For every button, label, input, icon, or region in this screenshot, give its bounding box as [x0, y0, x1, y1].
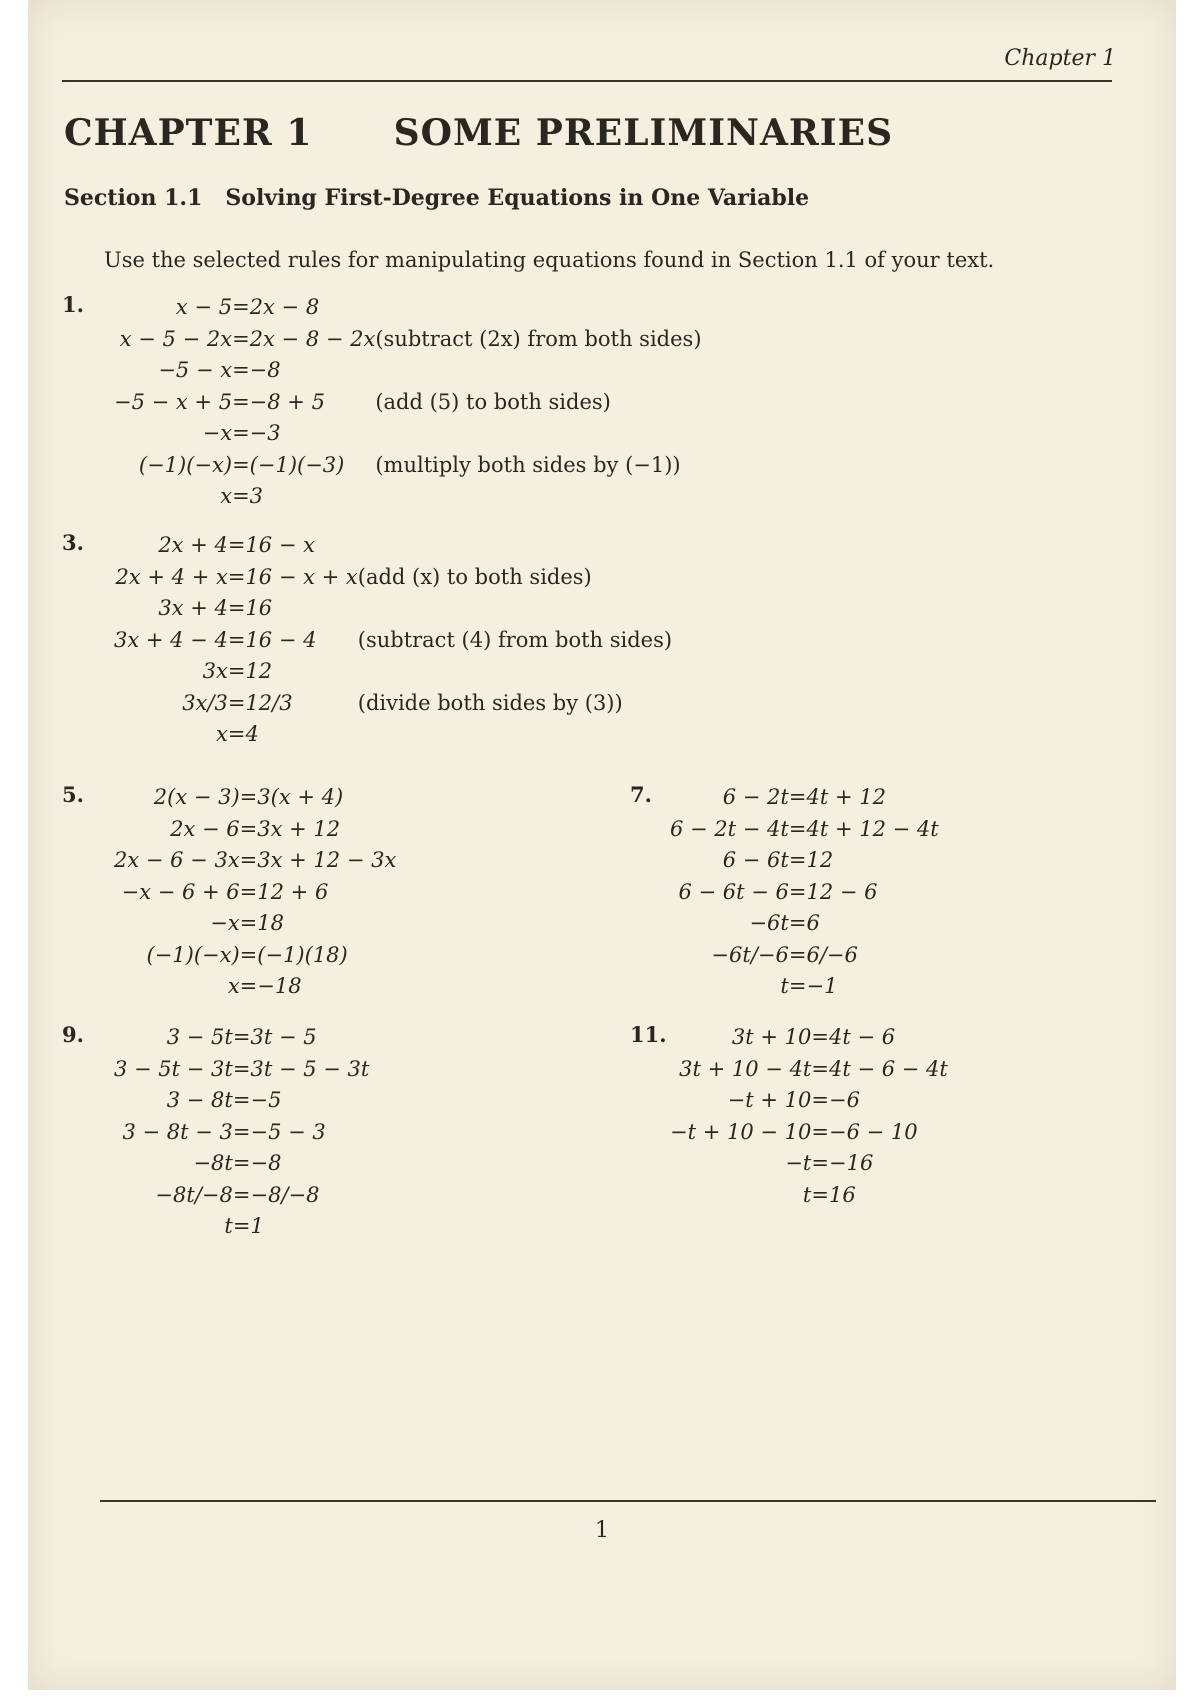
equation-step — [114, 1117, 369, 1149]
equation-rhs: 2x − 8 — [249, 295, 320, 319]
equals-sign: = — [232, 1119, 251, 1144]
equation-step — [114, 450, 702, 482]
equation-rhs: 6 — [806, 911, 820, 935]
equation-steps — [114, 1022, 369, 1243]
equation-step — [670, 1054, 948, 1086]
equals-sign: = — [239, 974, 258, 998]
step-annotation: (subtract (2x) from both sides) — [375, 326, 702, 351]
equals-sign: = — [232, 1151, 251, 1175]
problem-number: 11. — [630, 1022, 667, 1047]
equation-lhs: 6 − 6t — [722, 848, 789, 872]
equation-lhs: 6 − 2t — [722, 785, 789, 809]
equation-step — [114, 940, 396, 972]
equation-steps — [114, 530, 672, 751]
equals-sign: = — [232, 1088, 251, 1112]
equation-step — [114, 530, 672, 562]
equals-sign: = — [811, 1088, 829, 1112]
equation-steps — [114, 782, 396, 1003]
equation-rhs: −16 — [828, 1151, 874, 1175]
equation-lhs: −t + 10 — [727, 1088, 812, 1112]
equation-lhs: 3 − 8t − 3 — [122, 1119, 233, 1144]
equation-rhs: −1 — [806, 974, 838, 998]
equation-rhs: −5 − 3 — [250, 1119, 326, 1144]
equation-rhs: 3x + 12 − 3x — [257, 848, 397, 872]
equation-lhs: 3x/3 — [182, 690, 228, 715]
equation-step — [670, 908, 939, 940]
equation-lhs: 2x + 4 + x — [115, 564, 228, 589]
equation-step — [670, 940, 939, 972]
equation-lhs: −8t/−8 — [155, 1182, 233, 1207]
equation-rhs: 4t + 12 − 4t — [806, 816, 939, 841]
equation-lhs: t — [780, 974, 789, 998]
equation-rhs: 12 — [806, 848, 834, 872]
equation-step — [114, 908, 396, 940]
equation-lhs: 3t + 10 − 4t — [679, 1056, 812, 1081]
equals-sign: = — [811, 1151, 829, 1175]
equation-lhs: x − 5 — [175, 295, 233, 319]
equation-lhs: 2x + 4 — [158, 533, 228, 557]
equation-rhs: −18 — [257, 974, 302, 998]
equation-rhs: 12 + 6 — [257, 879, 329, 904]
equation-lhs: 2(x − 3) — [153, 785, 240, 809]
equation-lhs: −6t/−6 — [711, 942, 789, 967]
equals-sign: = — [227, 690, 246, 715]
equals-sign: = — [239, 816, 258, 841]
equation-step — [114, 971, 396, 1003]
equation-rhs: 3 — [249, 484, 264, 508]
equals-sign: = — [232, 1056, 251, 1081]
equation-lhs: −5 − x — [158, 358, 233, 382]
equation-step — [114, 688, 672, 720]
equation-steps — [114, 292, 702, 513]
equation-lhs: 2x − 6 − 3x — [114, 848, 240, 872]
equals-sign: = — [239, 785, 258, 809]
equation-lhs: x — [220, 484, 233, 508]
equation-step — [114, 1022, 369, 1054]
equation-step — [114, 877, 396, 909]
equation-rhs: −5 — [250, 1088, 282, 1112]
equation-lhs: −5 − x + 5 — [114, 389, 233, 414]
equation-step — [114, 625, 672, 657]
equals-sign: = — [788, 911, 807, 935]
equals-sign: = — [227, 533, 246, 557]
equation-rhs: 18 — [257, 911, 285, 935]
equation-rhs: 2x − 8 − 2x — [249, 326, 376, 351]
equation-rhs: −3 — [249, 421, 281, 445]
equation-lhs: −x − 6 + 6 — [121, 879, 240, 904]
equation-step — [114, 656, 672, 688]
problem-number: 3. — [62, 530, 84, 555]
equation-rhs: 4t − 6 — [828, 1025, 896, 1049]
equation-lhs: −t + 10 − 10 — [670, 1119, 812, 1144]
header-rule — [62, 80, 1112, 82]
equation-rhs: −6 − 10 — [828, 1119, 918, 1144]
equals-sign: = — [232, 295, 250, 319]
equation-step — [114, 782, 396, 814]
equals-sign: = — [811, 1119, 829, 1144]
equation-lhs: 3x — [202, 659, 228, 683]
equation-step — [114, 814, 396, 846]
equals-sign: = — [811, 1025, 829, 1049]
problem-number: 1. — [62, 292, 84, 317]
problem-number: 9. — [62, 1022, 84, 1047]
equals-sign: = — [788, 879, 807, 904]
equals-sign: = — [227, 564, 246, 589]
equals-sign: = — [232, 484, 250, 508]
equation-step — [114, 1085, 369, 1117]
equation-step — [114, 719, 672, 751]
equation-rhs: 16 − x + x — [245, 564, 358, 589]
equation-rhs: 12 − 6 — [806, 879, 878, 904]
equals-sign: = — [232, 421, 250, 445]
equals-sign: = — [232, 1214, 251, 1238]
step-annotation: (add (5) to both sides) — [375, 389, 611, 414]
equation-lhs: −t — [785, 1151, 812, 1175]
equals-sign: = — [239, 942, 258, 967]
step-annotation: (add (x) to both sides) — [357, 564, 592, 589]
equation-lhs: (−1)(−x) — [138, 452, 233, 477]
equals-sign: = — [232, 326, 250, 351]
equals-sign: = — [239, 911, 258, 935]
equation-step — [670, 845, 939, 877]
equation-rhs: 1 — [250, 1214, 264, 1238]
equation-rhs: 4t + 12 — [806, 785, 886, 809]
equation-step — [670, 1085, 948, 1117]
equation-lhs: (−1)(−x) — [146, 942, 240, 967]
equation-step — [114, 355, 702, 387]
equation-step — [670, 1117, 948, 1149]
equation-lhs: t — [802, 1182, 812, 1207]
equation-step — [670, 1148, 948, 1180]
equals-sign: = — [227, 659, 246, 683]
equation-step — [114, 387, 702, 419]
equation-rhs: −6 — [828, 1088, 860, 1112]
equation-lhs: x — [227, 974, 240, 998]
step-annotation: (multiply both sides by (−1)) — [375, 452, 681, 477]
equation-lhs: x − 5 − 2x — [119, 326, 233, 351]
chapter-title: CHAPTER 1 SOME PRELIMINARIES — [64, 112, 894, 154]
equation-rhs: 16 — [828, 1182, 856, 1207]
equation-rhs: (−1)(18) — [257, 942, 348, 967]
section-title: Section 1.1 Solving First-Degree Equations in One Variable — [64, 185, 810, 211]
page-number: 1 — [595, 1518, 609, 1543]
equation-rhs: 4 — [245, 722, 259, 746]
equation-rhs: −8 + 5 — [249, 389, 325, 414]
equation-steps — [670, 782, 939, 1003]
equals-sign: = — [232, 1182, 251, 1207]
equals-sign: = — [788, 974, 807, 998]
equation-step — [670, 877, 939, 909]
intro-text: Use the selected rules for manipulating equations found in Section 1.1 of your text. — [104, 248, 995, 272]
problem-number: 7. — [630, 782, 652, 807]
equation-rhs: −8 — [249, 358, 281, 382]
equation-lhs: t — [224, 1214, 233, 1238]
equation-lhs: −x — [210, 911, 240, 935]
equals-sign: = — [227, 596, 246, 620]
equation-step — [114, 593, 672, 625]
equation-lhs: 3x + 4 − 4 — [114, 627, 228, 652]
equation-lhs: −8t — [193, 1151, 233, 1175]
equation-rhs: 16 − 4 — [245, 627, 317, 652]
equation-lhs: 3x + 4 — [158, 596, 228, 620]
equals-sign: = — [788, 816, 807, 841]
equation-step — [114, 1180, 369, 1212]
equation-lhs: 3 − 5t — [166, 1025, 233, 1049]
equals-sign: = — [232, 452, 250, 477]
equals-sign: = — [227, 627, 246, 652]
equals-sign: = — [232, 389, 250, 414]
step-annotation: (divide both sides by (3)) — [357, 690, 623, 715]
equals-sign: = — [239, 879, 258, 904]
equation-step — [670, 782, 939, 814]
equation-lhs: 3 − 8t — [166, 1088, 233, 1112]
equation-lhs: 3 − 5t − 3t — [114, 1056, 233, 1081]
equation-rhs: 3t − 5 — [250, 1025, 317, 1049]
equation-step — [670, 1180, 948, 1212]
equals-sign: = — [788, 942, 807, 967]
equals-sign: = — [788, 848, 807, 872]
equation-step — [114, 481, 702, 513]
equation-rhs: 12/3 — [245, 690, 293, 715]
equation-steps — [670, 1022, 948, 1211]
equation-step — [114, 292, 702, 324]
problem-number: 5. — [62, 782, 84, 807]
equation-rhs: 3(x + 4) — [257, 785, 344, 809]
equation-lhs: −6t — [749, 911, 789, 935]
equation-rhs: 6/−6 — [806, 942, 858, 967]
equation-rhs: 4t − 6 − 4t — [828, 1056, 948, 1081]
equals-sign: = — [232, 1025, 251, 1049]
equation-step — [114, 324, 702, 356]
equation-lhs: 6 − 6t − 6 — [678, 879, 789, 904]
equation-step — [670, 1022, 948, 1054]
equation-rhs: (−1)(−3) — [249, 452, 345, 477]
equals-sign: = — [239, 848, 258, 872]
equals-sign: = — [811, 1056, 829, 1081]
equation-rhs: 12 — [245, 659, 273, 683]
equation-rhs: 3t − 5 − 3t — [250, 1056, 370, 1081]
book-page — [28, 0, 1176, 1690]
equation-step — [114, 1054, 369, 1086]
equation-step — [114, 1211, 369, 1243]
equation-lhs: x — [215, 722, 228, 746]
equals-sign: = — [811, 1182, 829, 1207]
equation-rhs: −8 — [250, 1151, 282, 1175]
equation-step — [114, 562, 672, 594]
equation-step — [114, 845, 396, 877]
equation-rhs: 16 − x — [245, 533, 315, 557]
step-annotation: (subtract (4) from both sides) — [357, 627, 673, 652]
equals-sign: = — [788, 785, 807, 809]
equals-sign: = — [232, 358, 250, 382]
equation-step — [670, 814, 939, 846]
running-head: Chapter 1 — [1004, 46, 1116, 71]
equation-rhs: −8/−8 — [250, 1182, 320, 1207]
equation-step — [670, 971, 939, 1003]
equation-rhs: 16 — [245, 596, 273, 620]
footer-rule — [100, 1500, 1156, 1502]
equation-lhs: −x — [202, 421, 233, 445]
equation-step — [114, 1148, 369, 1180]
equation-step — [114, 418, 702, 450]
equals-sign: = — [227, 722, 246, 746]
equation-lhs: 3t + 10 — [731, 1025, 812, 1049]
equation-lhs: 6 − 2t − 4t — [670, 816, 789, 841]
equation-rhs: 3x + 12 — [257, 816, 341, 841]
equation-lhs: 2x − 6 — [170, 816, 240, 841]
